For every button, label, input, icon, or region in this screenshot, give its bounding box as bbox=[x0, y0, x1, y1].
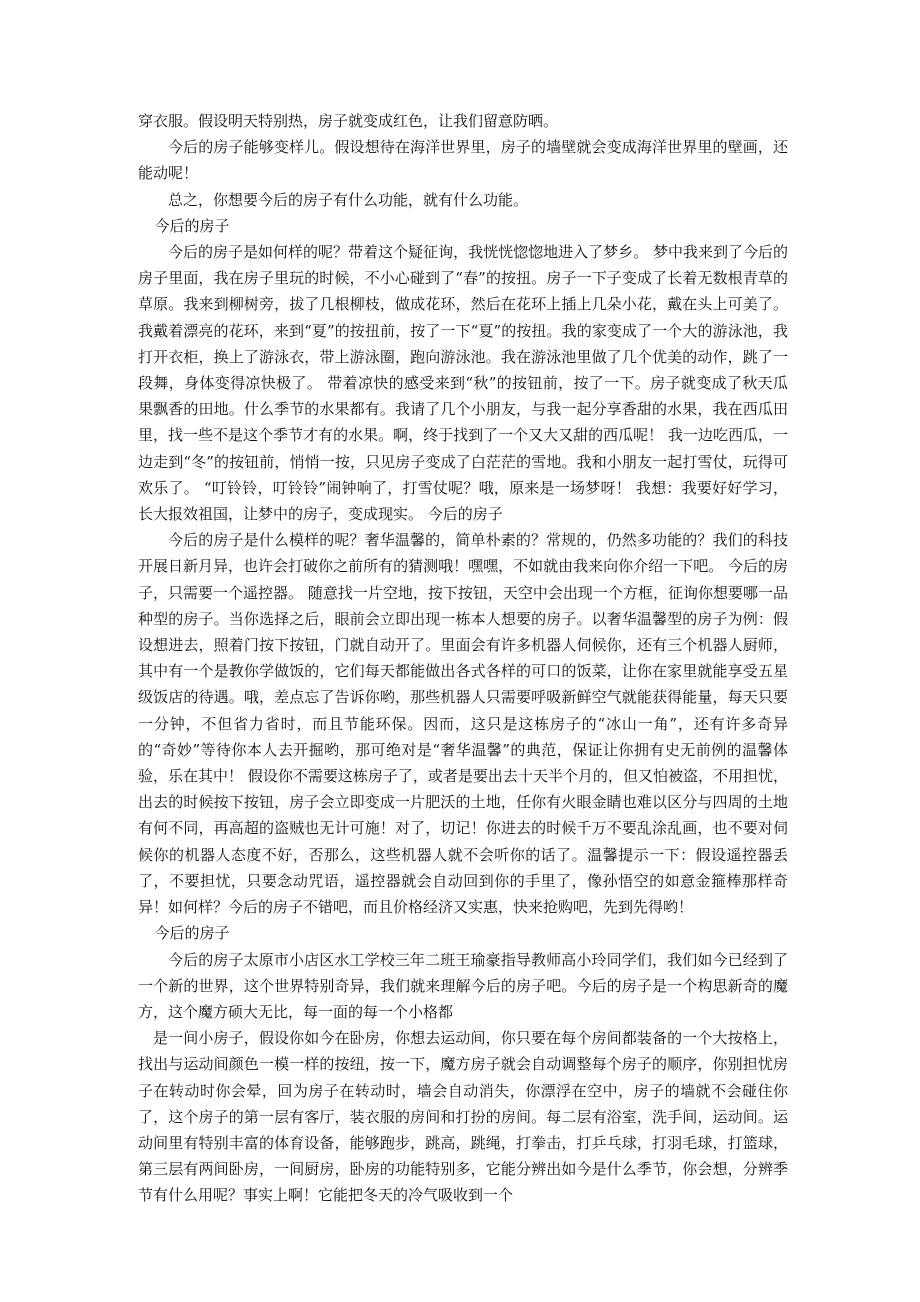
paragraph-intro-continuation: 穿衣服。假设明天特别热，房子就变成红色，让我们留意防晒。 bbox=[138, 112, 559, 130]
paragraph-magic-cube-rooms: 是一间小房子，假设你如今在卧房，你想去运动间，你只要在每个房间都装备的一个大按格上，找出与运动间颜色一模一样的按纽，按一下，魔方房子就会自动调整每个房子的顺序，你别担忧房子在转动时你会晕，回为房子在转动时，墙会自动消失，你漂浮在空中，房子的墙就不会碰住你了，这个房子的第一层有客厅，装衣服的房间和打扮的房间。每二层有浴室，洗手间，运动间。运动间里有特别丰富的体育设备，能够跑步，跳高，跳绳，打拳击，打乒乓球，打羽毛球，打篮球，第三层有两间卧房，一间厨房，卧房的功能特别多，它能分辨出如今是什么季节，你会想，分辨季节有什么用呢？事实上啊！它能把冬天的冷气吸收到一个 bbox=[138, 1029, 788, 1205]
paragraph-ocean-world: 今后的房子能够变样儿。假设想待在海洋世界里，房子的墙壁就会变成海洋世界里的壁画，还能动呢！ bbox=[138, 138, 788, 183]
document-body bbox=[138, 108, 788, 1209]
paragraph-magic-cube-intro: 今后的房子太原市小店区水工学校三年二班王瑜豪指导教师高小玲同学们，我们如今已经到了一个新的世界，这个世界特别奇异，我们就来理解今后的房子吧。今后的房子是一个构思新奇的魔方，这个魔方硕大无比，每一面的每一个小格都 bbox=[138, 950, 788, 1021]
paragraph-remote-control-house: 今后的房子是什么模样的呢？奢华温馨的，简单朴素的？常规的，仍然多功能的？我们的科技开展日新月异，也许会打破你之前所有的猜测哦！嘿嘿，不如就由我来向你介绍一下吧。 今后的房子，只需要一个遥控器。 随意找一片空地，按下按钮，天空中会出现一个方框，征询你想要哪一品种型的房子。当你选择之后，眼前会立即出现一栋本人想要的房子。以奢华温馨型的房子为例：假设想进去，照着门按下按钮，门就自动开了。里面会有许多机器人伺候你，还有三个机器人厨师，其中有一个是教你学做饭的，它们每天都能做出各式各样的可口的饭菜，让你在家里就能享受五星级饭店的待遇。哦，差点忘了告诉你哟，那些机器人只需要呼吸新鲜空气就能获得能量，每天只要一分钟，不但省力省时，而且节能环保。因而，这只是这栋房子的“冰山一角”，还有许多奇异的“奇妙”等待你本人去开掘哟，那可绝对是“奢华温馨”的典范，保证让你拥有史无前例的温馨体验，乐在其中！ 假设你不需要这栋房子了，或者是要出去十天半个月的，但又怕被盗，不用担忧，出去的时候按下按钮，房子会立即变成一片肥沃的土地，任你有火眼金睛也难以区分与四周的土地有何不同，再高超的盗贼也无计可施！对了，切记！你进去的时候千万不要乱涂乱画，也不要对伺候你的机器人态度不好，否那么，这些机器人就不会听你的话了。温馨提示一下：假设遥控器丢了，不要担忧，只要念动咒语，遥控器就会自动回到你的手里了，像孙悟空的如意金箍棒那样奇异！如何样？今后的房子不错吧，而且价格经济又实惠，快来抢购吧，先到先得哟！ bbox=[138, 531, 788, 917]
paragraph-summary: 总之，你想要今后的房子有什么功能，就有什么功能。 bbox=[168, 190, 529, 209]
paragraph-dream-seasons: 今后的房子是如何样的呢？带着这个疑征询，我恍恍惚惚地进入了梦乡。 梦中我来到了今后的房子里面，我在房子里玩的时候，不小心碰到了“春”的按扭。房子一下子变成了长着无数根青草的草原。我来到柳树旁，拔了几根柳枝，做成花环，然后在花环上插上几朵小花，戴在头上可美了。 我戴着漂亮的花环，来到“夏”的按扭前，按了一下“夏”的按扭。我的家变成了一个大的游泳池，我打开衣柜，换上了游泳衣，带上游泳圈，跑向游泳池。我在游泳池里做了几个优美的动作，跳了一段舞，身体变得凉快极了。 带着凉快的感受来到“秋”的按钮前，按了一下。房子就变成了秋天瓜果飘香的田地。什么季节的水果都有。我请了几个小朋友，与我一起分享香甜的水果，我在西瓜田里，找一些不是这个季节才有的水果。啊，终于找到了一个又大又甜的西瓜呢！ 我一边吃西瓜，一边走到“冬”的按钮前，悄悄一按，只见房子变成了白茫茫的雪地。我和小朋友一起打雪仗，玩得可欢乐了。 “叮铃铃，叮铃铃”闹钟响了，打雪仗呢？哦，原来是一场梦呀！ 我想：我要好好学习，长大报效祖国，让梦中的房子，变成现实。 今后的房子 bbox=[138, 243, 788, 524]
section-title: 今后的房子 bbox=[154, 924, 230, 943]
section-title: 今后的房子 bbox=[154, 216, 230, 235]
